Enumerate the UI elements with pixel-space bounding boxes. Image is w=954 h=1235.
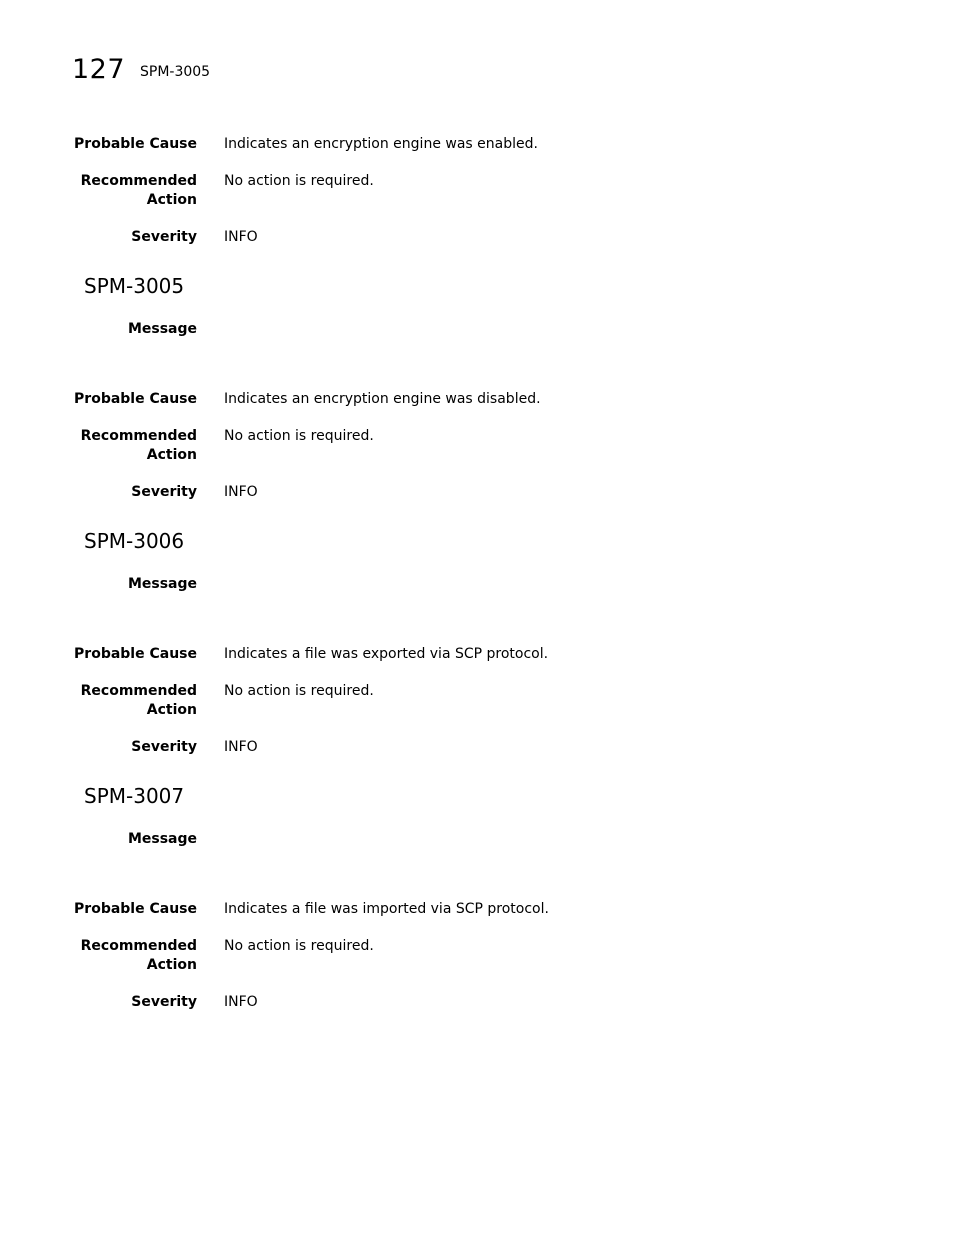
- severity-label: Severity: [131, 994, 197, 1010]
- recommended-action-value: No action is required.: [224, 173, 374, 189]
- probable-cause-value: Indicates a file was imported via SCP protocol.: [224, 901, 549, 917]
- entry-heading: SPM-3006: [84, 529, 185, 553]
- page-number: 127: [72, 54, 126, 85]
- entry-heading: SPM-3005: [84, 274, 185, 298]
- probable-cause-label: Probable Cause: [74, 901, 197, 917]
- message-label: Message: [127, 831, 197, 847]
- severity-label: Severity: [131, 484, 197, 500]
- severity-value: INFO: [224, 739, 258, 755]
- probable-cause-label: Probable Cause: [74, 646, 197, 662]
- severity-value: INFO: [224, 994, 258, 1010]
- entry-heading: SPM-3007: [84, 784, 185, 808]
- recommended-action-label: Recommended Action: [80, 173, 197, 208]
- recommended-action-value: No action is required.: [224, 428, 374, 444]
- recommended-action-value: No action is required.: [224, 683, 374, 699]
- message-label: Message: [127, 321, 197, 337]
- recommended-action-label: Recommended Action: [80, 938, 197, 973]
- recommended-action-label: Recommended Action: [80, 683, 197, 718]
- severity-value: INFO: [224, 484, 258, 500]
- message-label: Message: [127, 576, 197, 592]
- probable-cause-value: Indicates an encryption engine was enabled.: [224, 136, 538, 152]
- probable-cause-label: Probable Cause: [74, 136, 197, 152]
- severity-label: Severity: [131, 739, 197, 755]
- severity-label: Severity: [131, 229, 197, 245]
- probable-cause-value: Indicates an encryption engine was disabled.: [224, 391, 541, 407]
- recommended-action-label: Recommended Action: [80, 428, 197, 463]
- header-title: SPM-3005: [140, 64, 211, 80]
- probable-cause-value: Indicates a file was exported via SCP protocol.: [224, 646, 549, 662]
- recommended-action-value: No action is required.: [224, 938, 374, 954]
- severity-value: INFO: [224, 229, 258, 245]
- probable-cause-label: Probable Cause: [74, 391, 197, 407]
